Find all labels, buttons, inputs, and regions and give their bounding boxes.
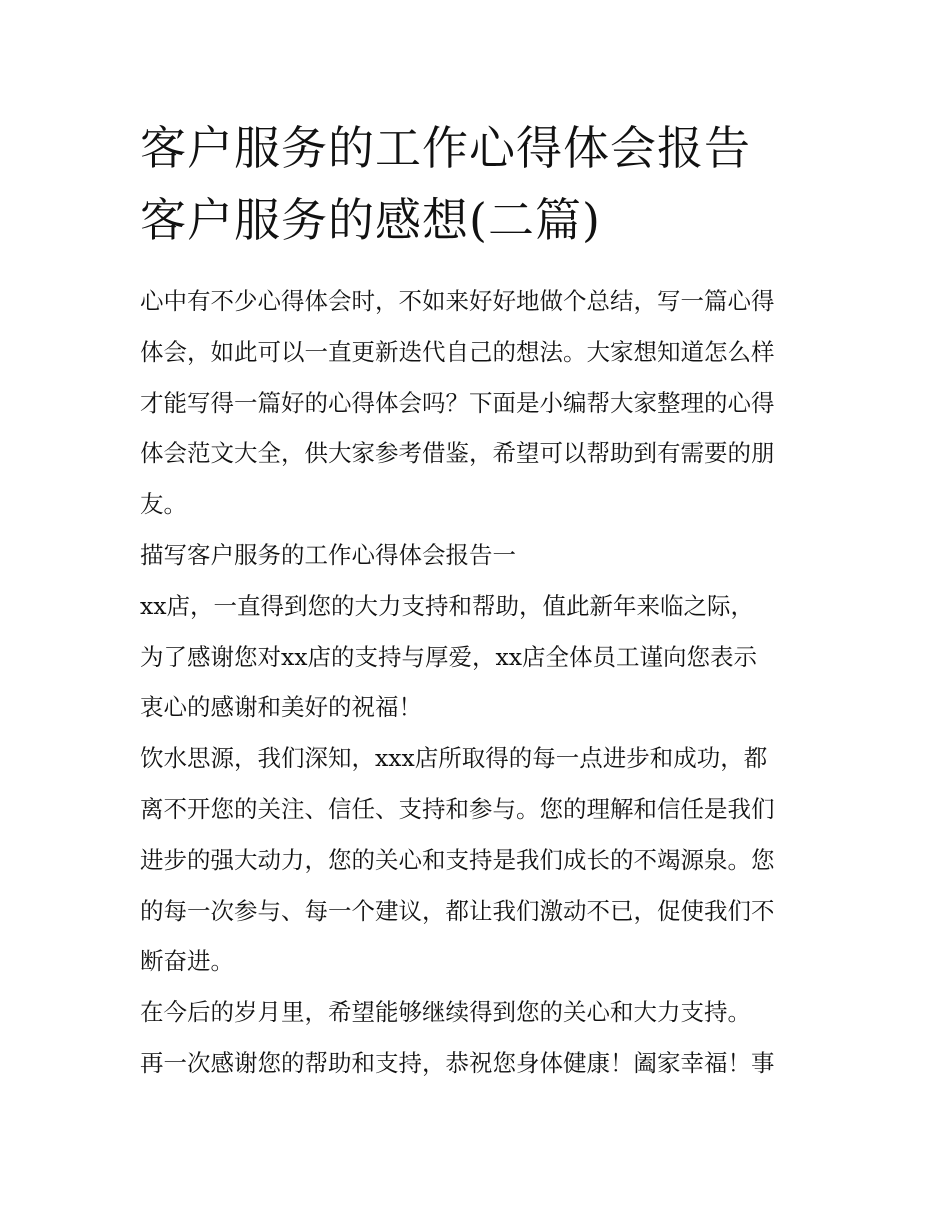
body-line: 为了感谢您对xx店的支持与厚爱，xx店全体员工谨向您表示: [140, 642, 758, 671]
document-body: [140, 276, 812, 1089]
body-line: 体会，如此可以一直更新迭代自己的想法。大家想知道怎么样: [140, 337, 775, 366]
body-line: 离不开您的关注、信任、支持和参与。您的理解和信任是我们: [140, 794, 775, 823]
body-line: 断奋进。: [140, 947, 234, 976]
body-line: 饮水思源，我们深知，xxx店所取得的每一点进步和成功，都: [140, 744, 768, 773]
body-line: 进步的强大动力，您的关心和支持是我们成长的不竭源泉。您: [140, 845, 775, 874]
body-line: 衷心的感谢和美好的祝福！: [140, 693, 422, 722]
body-line: 体会范文大全，供大家参考借鉴，希望可以帮助到有需要的朋: [140, 439, 775, 468]
body-line: xx店，一直得到您的大力支持和帮助，值此新年来临之际，: [140, 591, 755, 620]
title-line-1: 客户服务的工作心得体会报告: [140, 121, 751, 175]
body-line: 才能写得一篇好的心得体会吗？下面是小编帮大家整理的心得: [140, 388, 775, 417]
document-page: [140, 112, 812, 1089]
body-line: 的每一次参与、每一个建议，都让我们激动不已，促使我们不: [140, 896, 775, 925]
title-line-2: 客户服务的感想(二篇): [140, 193, 601, 247]
body-line: 在今后的岁月里，希望能够继续得到您的关心和大力支持。: [140, 998, 751, 1027]
section-heading: 描写客户服务的工作心得体会报告一: [140, 540, 516, 569]
body-line: 心中有不少心得体会时，不如来好好地做个总结，写一篇心得: [140, 287, 775, 315]
body-line: 友。: [140, 490, 187, 519]
document-title: [140, 112, 812, 256]
body-line: 再一次感谢您的帮助和支持，恭祝您身体健康！阖家幸福！事: [140, 1048, 775, 1077]
